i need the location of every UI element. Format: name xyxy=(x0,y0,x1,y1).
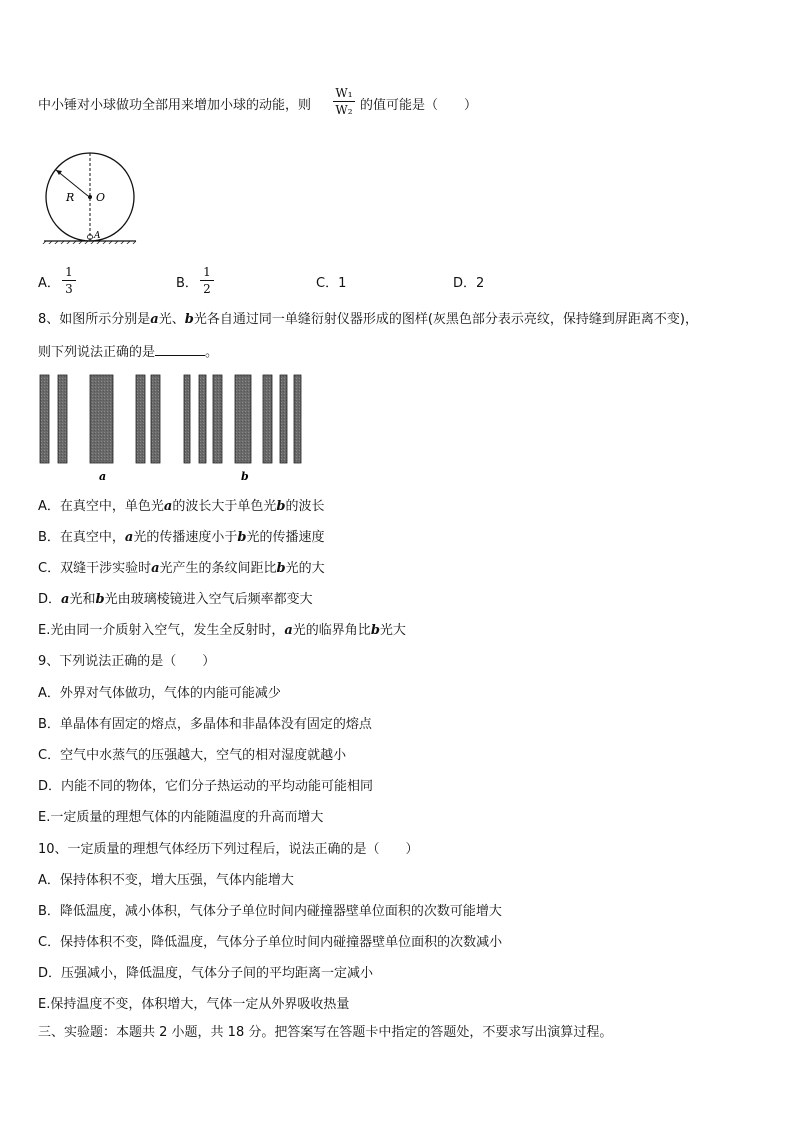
q8-option-d: D．a光和b光由玻璃棱镜进入空气后频率都变大 xyxy=(38,592,313,607)
q10-option-b: B．降低温度，减小体积，气体分子单位时间内碰撞器壁单位面积的次数可能增大 xyxy=(38,904,502,919)
answer-blank[interactable] xyxy=(155,343,205,356)
q8-option-b: B．在真空中，a光的传播速度小于b光的传播速度 xyxy=(38,530,325,545)
q9-option-d: D．内能不同的物体，它们分子热运动的平均动能可能相同 xyxy=(38,779,374,794)
fraction-numerator: W₁ xyxy=(335,86,353,100)
q8-diffraction-figure xyxy=(38,372,310,484)
pattern-b xyxy=(184,375,301,463)
q10-option-c: C．保持体积不变，降低温度，气体分子单位时间内碰撞器壁单位面积的次数减小 xyxy=(38,935,503,950)
section3-heading: 三、实验题：本题共 2 小题，共 18 分。把答案写在答题卡中指定的答题处，不要求写出演算过程。 xyxy=(38,1025,613,1040)
q7-stem-tail: 的值可能是（ ） xyxy=(360,98,478,113)
q7-stem: 中小锤对小球做功全部用来增加小球的动能，则 xyxy=(38,98,312,113)
center-point xyxy=(88,195,92,199)
q8-stem-line2: 则下列说法正确的是 。 xyxy=(38,345,219,360)
q8-option-a: A．在真空中，单色光a的波长大于单色光b的波长 xyxy=(38,499,325,514)
q7-circle-figure xyxy=(38,152,148,244)
q7-option-a-label: A． xyxy=(38,276,60,291)
q7-ratio-fraction xyxy=(333,86,355,117)
q10-stem: 10、一定质量的理想气体经历下列过程后，说法正确的是（ ） xyxy=(38,842,419,857)
q8-option-c: C．双缝干涉实验时a光产生的条纹间距比b光的大 xyxy=(38,561,325,576)
label-o: O xyxy=(96,191,106,204)
q8-stem-line1: 8、如图所示分别是a光、b光各自通过同一单缝衍射仪器形成的图样(灰黑色部分表示亮纹，保持缝到屏距离不变)， xyxy=(38,312,698,327)
label-a: A xyxy=(94,231,101,241)
q9-stem: 9、下列说法正确的是（ ） xyxy=(38,654,216,669)
label-a: a xyxy=(99,470,107,483)
q9-option-b: B．单晶体有固定的熔点，多晶体和非晶体没有固定的熔点 xyxy=(38,717,372,732)
q7-option-b-label: B． xyxy=(176,276,198,291)
label-r: R xyxy=(66,191,75,204)
label-b: b xyxy=(241,470,249,483)
q9-option-a: A．外界对气体做功，气体的内能可能减少 xyxy=(38,686,281,701)
q9-option-c: C．空气中水蒸气的压强越大，空气的相对湿度就越小 xyxy=(38,748,347,763)
q10-option-d: D．压强减小，降低温度，气体分子间的平均距离一定减小 xyxy=(38,966,374,981)
q8-option-e: E.光由同一介质射入空气，发生全反射时，a光的临界角比b光大 xyxy=(38,623,406,638)
q7-option-d: D．2 xyxy=(453,276,485,291)
q7-option-c: C．1 xyxy=(316,276,347,291)
q10-option-e: E.保持温度不变，体积增大，气体一定从外界吸收热量 xyxy=(38,997,350,1012)
q9-option-e: E.一定质量的理想气体的内能随温度的升高而增大 xyxy=(38,810,324,825)
q10-option-a: A．保持体积不变，增大压强，气体内能增大 xyxy=(38,873,294,888)
pattern-a xyxy=(40,375,160,463)
q7-option-a-fraction: 1 3 xyxy=(62,265,76,296)
q7-option-b-fraction: 1 2 xyxy=(200,265,214,296)
fraction-denominator: W₂ xyxy=(335,103,353,117)
